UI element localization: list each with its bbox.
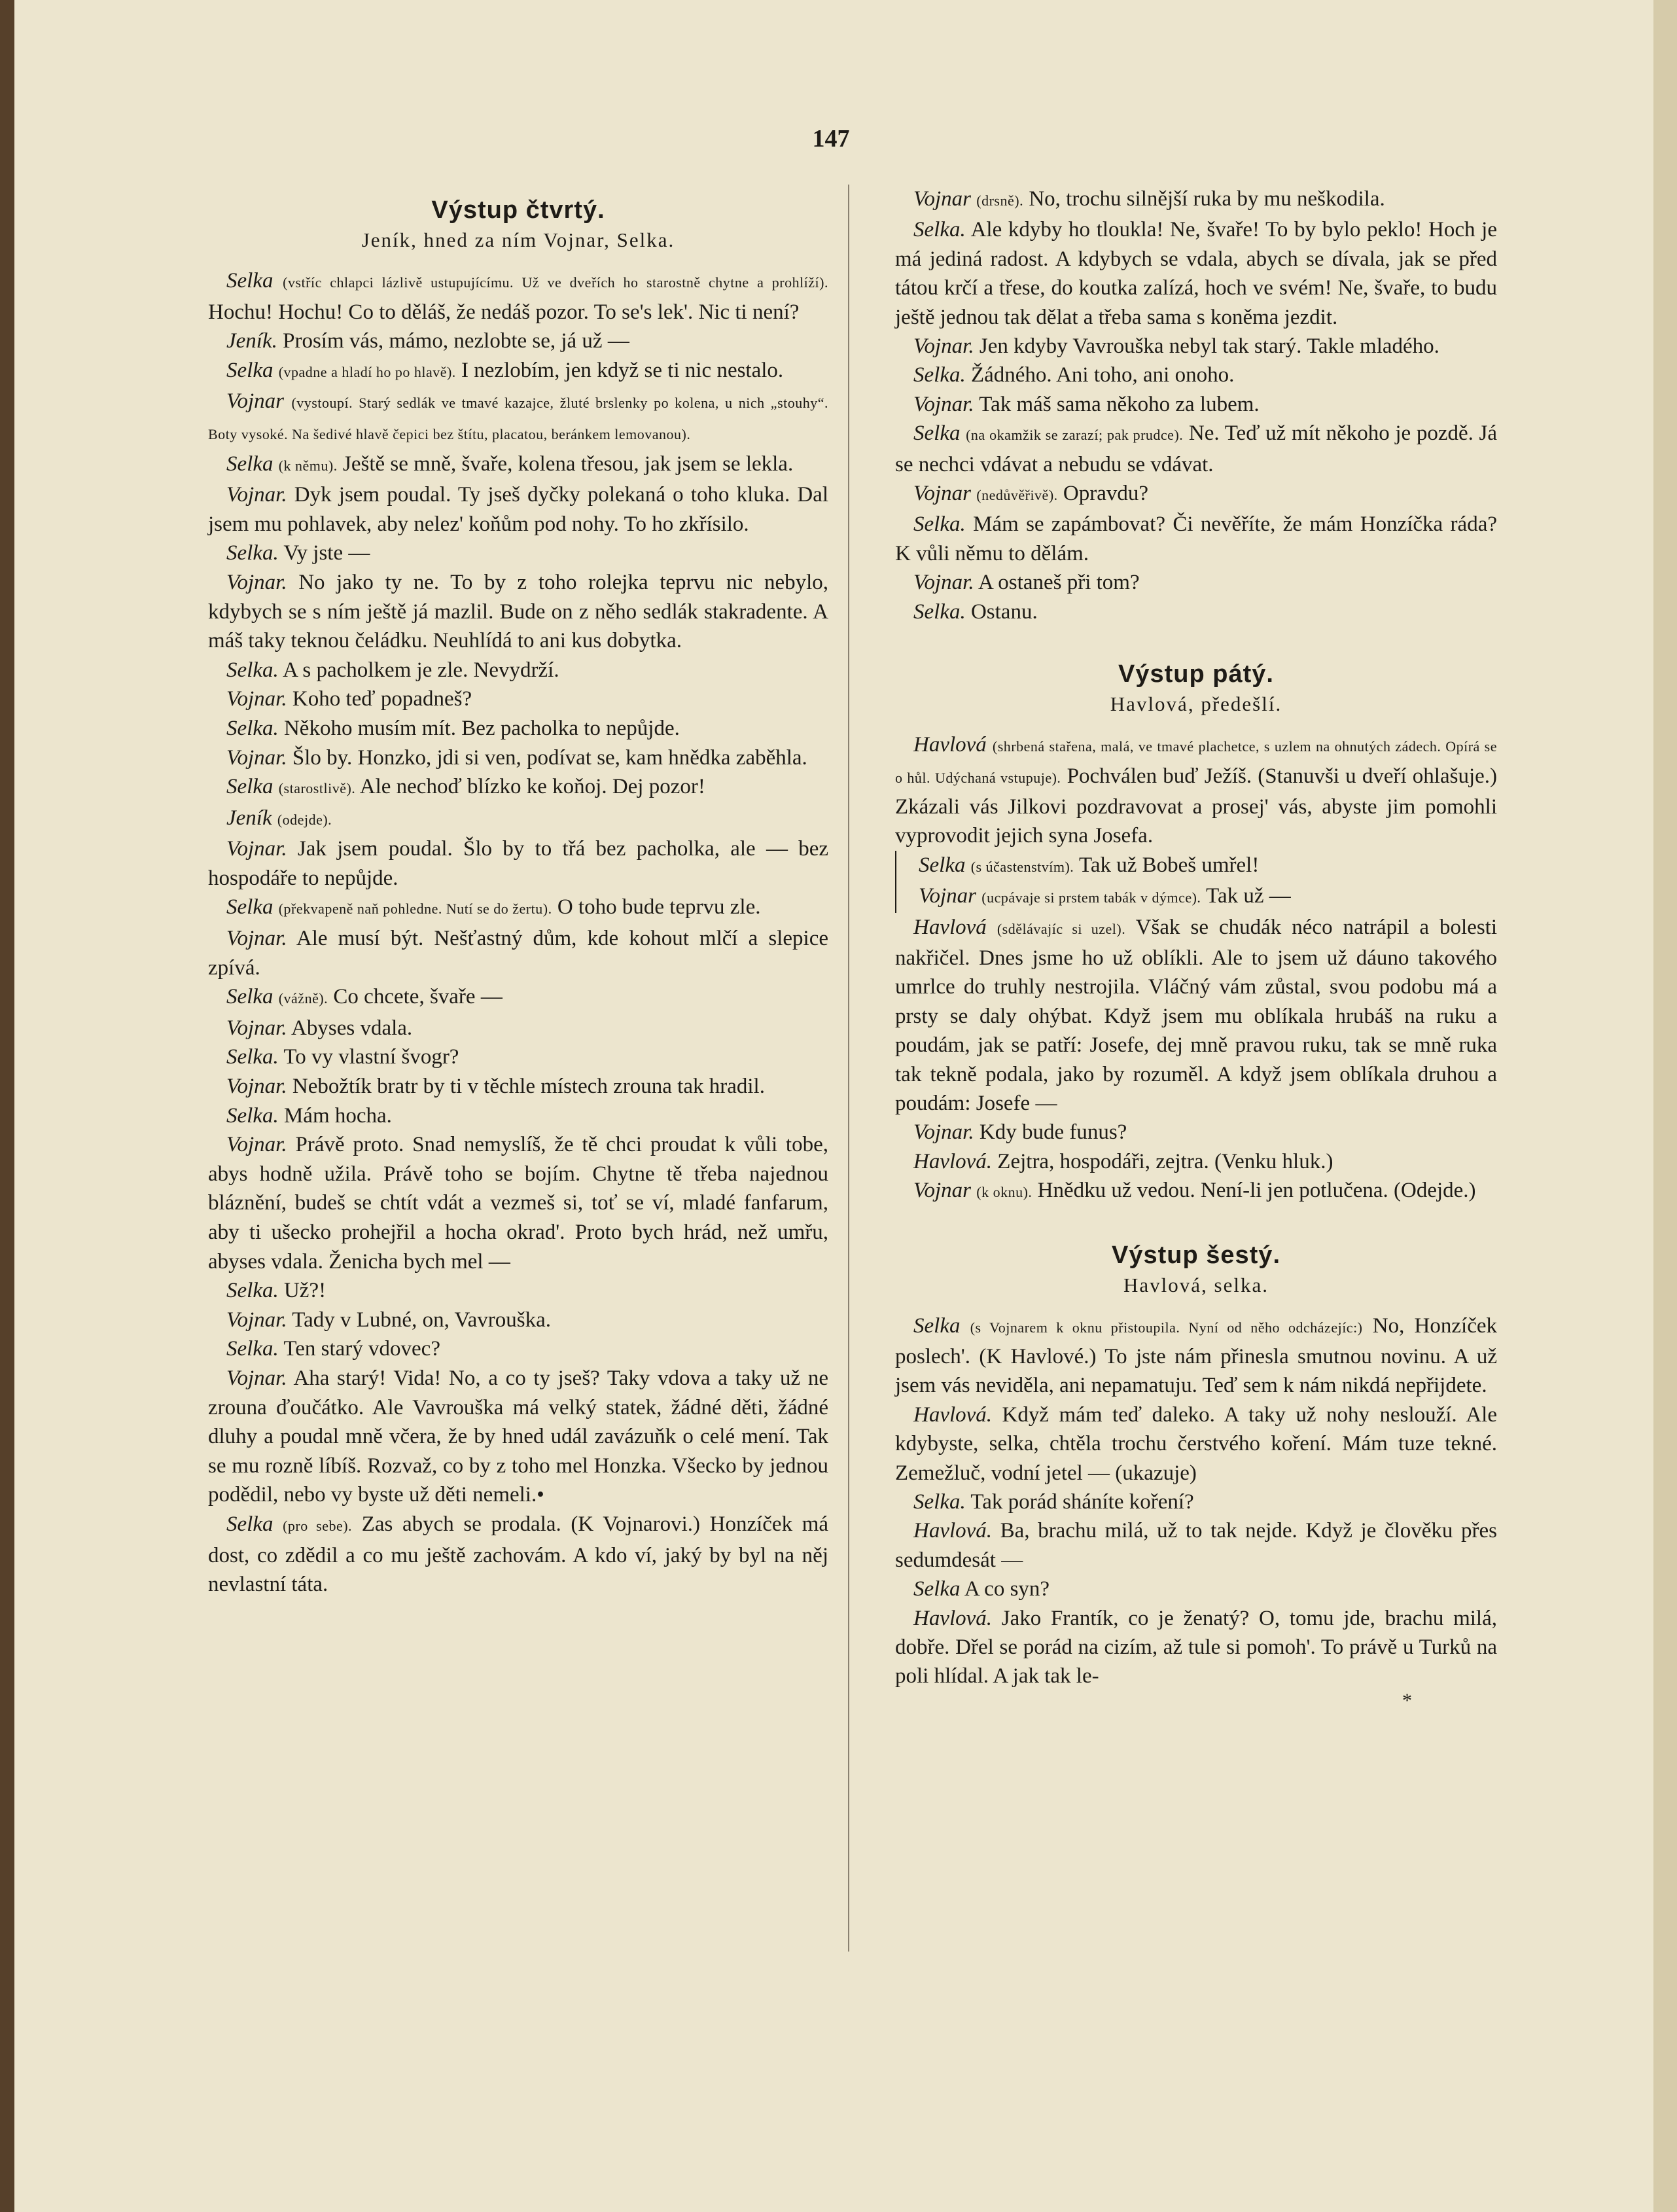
speech-text: Aha starý! Vida! No, a co ty jseš? Taky vdova a taky už ne zrouna ďoučátko. Ale Vavrouška má velký statek, žádné děti, žádné dluhy a poudal mně včera, že by hned udál zavázuňk o celé mení. Tak se mu rozně líbíš. Rozvaž, co by z toho mel Honzka. Všecko by jednou podědil, nebo vy byste už děti nemeli.• xyxy=(208,1366,828,1507)
speech-text: Mám hocha. xyxy=(283,1103,392,1128)
speech-text: Tak máš sama někoho za lubem. xyxy=(979,392,1260,416)
speech-text: A ostaneš při tom? xyxy=(978,571,1140,595)
speaker-name: Vojnar. xyxy=(226,570,287,594)
dialogue-line xyxy=(895,215,1497,332)
speech-text: Opravdu? xyxy=(1063,482,1149,506)
speaker-name: Vojnar xyxy=(913,1179,972,1203)
speech-text: Už?! xyxy=(283,1279,327,1303)
page-number: 147 xyxy=(812,125,850,152)
speech-text: Ale kdyby ho tloukla! Ne, švaře! To by bylo peklo! Hoch je má jediná radost. A kdybych se vdala, abych se dívala, jak se před tátou krčí a třese, do koutka zalízá, hoch ve svém! Ne, švaře, to budu ještě jednou tak dělat a třeba sama s koněma jezdit. xyxy=(895,218,1497,329)
speech-text: Když mám teď daleko. A taky už nohy neslouží. Ale kdybyste, selka, chtěla trochu čerstvého koření. Mám tuze tekné. Zemežluč, vodní jetel — (ukazuje) xyxy=(895,1402,1498,1485)
speech-text: Vy jste — xyxy=(283,541,370,565)
dialogue-line xyxy=(895,598,1497,626)
speech-text: Ostanu. xyxy=(970,599,1038,624)
speech-text: Však se chudák néco natrápil a bolesti nakřičel. Dnes jsme ho už oblíkli. Ale to jsem už dáuno takového umrlce do truhly nestrojila. Vláčný vám zůstal, svou podobu má a prsty se daly ohýbat. Když jsem mu oblíkala hrubáš na ruku a poudám, jak se patří: Josefe, dej mně pravou ruku, tak se mně ruka tak tekně podala, jako by rozuměl. A když jsem oblíkala druhou a poudám: Josefe — xyxy=(895,915,1498,1115)
stage-direction: (nedůvěřivě). xyxy=(976,487,1058,504)
speech-text: Ale musí být. Nešťastný dům, kde kohout mlčí a slepice zpívá. xyxy=(208,927,828,980)
dialogue-line xyxy=(208,1043,828,1072)
speech-text: O toho bude teprvu zle. xyxy=(557,895,761,919)
speaker-name: Selka. xyxy=(913,363,966,387)
speech-text: A s pacholkem je zle. Nevydrží. xyxy=(283,658,559,682)
stage-direction: (s účastenstvím). xyxy=(970,858,1074,875)
dialogue-list xyxy=(895,730,1497,1207)
speech-text: No, trochu silnější ruka by mu neškodila. xyxy=(1029,187,1385,211)
speaker-name: Selka xyxy=(226,985,274,1009)
speech-text: Jak jsem poudal. Šlo by to třá bez pacholka, ale — bez hospodáře to nepůjde. xyxy=(208,837,828,890)
speaker-name: Jeník xyxy=(226,806,272,830)
speaker-name: Vojnar. xyxy=(226,927,287,951)
dialogue-line xyxy=(208,450,828,481)
dialogue-line xyxy=(895,1516,1497,1575)
dialogue-line xyxy=(208,982,828,1014)
stage-direction: (vpadne a hladí ho po hlavě). xyxy=(278,363,456,380)
speaker-name: Selka. xyxy=(226,658,279,682)
scene-cast: Havlová, selka. xyxy=(1123,1273,1269,1296)
speaker-name: Selka xyxy=(226,358,274,382)
dialogue-line xyxy=(208,356,828,387)
dialogue-line xyxy=(895,419,1497,479)
dialogue-line xyxy=(895,390,1497,419)
left-column xyxy=(208,196,828,1599)
stage-direction: (vstříc chlapci lázlivě ustupujícímu. Už ve dveřích ho starostně chytne a prohlíží). xyxy=(283,274,828,291)
book-spine xyxy=(0,0,14,2212)
speech-text: Mám se zapámbovat? Či nevěříte, že mám Honzíčka ráda? K vůli němu to dělám. xyxy=(895,512,1497,565)
speaker-name: Selka xyxy=(913,1577,961,1601)
dialogue-line xyxy=(208,1276,828,1306)
speech-text: Jen kdyby Vavrouška nebyl tak starý. Takle mladého. xyxy=(979,334,1439,359)
speech-text: Ten starý vdovec? xyxy=(283,1337,440,1361)
speech-text: Koho teď popadneš? xyxy=(292,687,472,711)
speaker-name: Vojnar. xyxy=(913,1120,974,1145)
speaker-name: Vojnar. xyxy=(913,392,974,416)
speaker-name: Vojnar. xyxy=(226,1366,287,1390)
stage-direction: (vážně). xyxy=(278,990,328,1007)
dialogue-line xyxy=(208,1014,828,1043)
speaker-name: Vojnar xyxy=(913,187,972,211)
speech-text: Tady v Lubné, on, Vavrouška. xyxy=(292,1308,552,1332)
dialogue-line xyxy=(895,1575,1497,1603)
dialogue-line xyxy=(895,1400,1497,1488)
speaker-name: Vojnar xyxy=(226,389,285,414)
dialogue-line xyxy=(208,1334,828,1364)
speaker-name: Vojnar. xyxy=(226,837,287,861)
page-edge xyxy=(1653,0,1677,2212)
dialogue-line xyxy=(895,882,1497,912)
dialogue-line xyxy=(208,387,828,449)
dialogue-list xyxy=(895,185,1497,626)
speaker-name: Vojnar. xyxy=(226,1016,287,1040)
speaker-name: Selka. xyxy=(913,218,966,242)
speaker-name: Selka xyxy=(226,452,274,476)
dialogue-list xyxy=(895,1311,1497,1691)
dialogue-line xyxy=(895,1311,1497,1400)
dialogue-line xyxy=(895,1488,1497,1516)
speech-text: Jako Frantík, co je ženatý? O, tomu jde, brachu milá, dobře. Dřel se porád na cizím, až tule si pomoh'. To právě u Turků na poli hlídal. A jak tak le- xyxy=(895,1606,1497,1688)
speaker-name: Selka xyxy=(226,895,274,919)
stage-direction: (shrbená stařena, malá, ve tmavé plachetce, s uzlem na ohnutých zádech. Opírá se o hůl. Udýchaná vstupuje). xyxy=(895,738,1497,786)
speaker-name: Selka. xyxy=(913,512,966,537)
dialogue-line xyxy=(895,479,1497,510)
stage-direction: (vystoupí. Starý sedlák ve tmavé kazajce, žluté brslenky po kolena, u nich „stouhy“. Boty vysoké. Na šedivé hlavě čepici bez štítu, placatou, beránkem lemovanou). xyxy=(208,395,829,442)
speech-text: Hochu! Hochu! Co to děláš, že nedáš pozor. To se's lek'. Nic ti není? xyxy=(208,300,800,324)
speaker-name: Havlová. xyxy=(913,1149,993,1173)
dialogue-line xyxy=(895,730,1497,851)
speech-text: I nezlobím, jen když se ti nic nestalo. xyxy=(461,358,784,382)
speech-text: Tak porád sháníte koření? xyxy=(970,1490,1194,1514)
speech-text: Ba, brachu milá, už to tak nejde. Když je člověku přes sedumdesát — xyxy=(895,1519,1498,1572)
speaker-name: Selka. xyxy=(226,1337,279,1361)
right-column xyxy=(895,185,1497,1711)
dialogue-line xyxy=(208,804,828,835)
dialogue-list xyxy=(208,266,828,1599)
scene-title: Výstup čtvrtý. xyxy=(431,196,605,224)
dialogue-line xyxy=(208,656,828,685)
speech-text: Tak už Bobeš umřel! xyxy=(1078,853,1260,877)
speech-text: Nebožtík bratr by ti v těchle místech zrouna tak hradil. xyxy=(292,1075,765,1099)
speech-text: Ještě se mně, švaře, kolena třesou, jak jsem se lekla. xyxy=(343,452,794,476)
speech-text: No jako ty ne. To by z toho rolejka teprvu nic nebylo, kdybych se s ním ještě já mazlil. Bude on z něho sedlák stakradente. A máš taky teknou čeládku. Neuhlídá to ani kus dobytka. xyxy=(208,570,829,653)
speech-text: Zejtra, hospodáři, zejtra. (Venku hluk.) xyxy=(997,1149,1333,1173)
stage-direction: (překvapeně naň pohledne. Nutí se do žertu). xyxy=(278,901,552,918)
dialogue-line xyxy=(208,1306,828,1335)
speaker-name: Havlová xyxy=(913,733,987,757)
speech-text: No, Honzíček poslech'. (K Havlové.) To jste nám přinesla smutnou novinu. A už jsem vás neviděla, ani nepamatuju. Teď sem k nám nikdá nepřijdete. xyxy=(895,1313,1498,1398)
dialogue-line xyxy=(208,893,828,924)
speech-text: To vy vlastní švogr? xyxy=(283,1045,459,1069)
dialogue-line xyxy=(895,568,1497,597)
dialogue-line xyxy=(208,834,828,893)
dialogue-line xyxy=(208,1510,828,1599)
dialogue-line xyxy=(208,772,828,804)
dialogue-line xyxy=(208,1364,828,1510)
speech-text: Hnědku už vedou. Není-li jen potlučena. (Odejde.) xyxy=(1037,1179,1476,1203)
dialogue-line xyxy=(895,510,1497,568)
stage-direction: (odejde). xyxy=(277,811,332,828)
speaker-name: Havlová xyxy=(913,915,987,939)
speech-text: Ne. Teď už mít někoho je pozdě. Já se nechci vdávat a nebudu se vdávat. xyxy=(895,421,1497,476)
speech-text: Právě proto. Snad nemyslíš, že tě chci proudat k vůli tobe, abys hodně užila. Právě toho se bojím. Chytne tě třeba najednou bláznění, budeš se chtít vdát a vezmeš si, toť se ví, mladé fanfarum, aby ti ušecko prohejřil a hocha okrad'. Proto bych hrád, než umřu, abyses vdala. Ženicha bych mel — xyxy=(208,1133,829,1274)
speaker-name: Vojnar. xyxy=(226,1308,287,1332)
speech-text: Šlo by. Honzko, jdi si ven, podívat se, kam hnědka zaběhla. xyxy=(292,745,807,770)
speaker-name: Havlová. xyxy=(913,1402,993,1427)
dialogue-line xyxy=(208,743,828,773)
stage-direction: (s Vojnarem k oknu přistoupila. Nyní od něho odcházejíc:) xyxy=(970,1319,1363,1336)
speaker-name: Selka xyxy=(226,269,274,293)
stage-direction: (pro sebe). xyxy=(283,1517,353,1534)
dialogue-line xyxy=(208,685,828,714)
speaker-name: Selka. xyxy=(226,1045,279,1069)
speaker-name: Havlová. xyxy=(913,1519,993,1543)
scene-cast: Havlová, předešlí. xyxy=(1110,692,1282,716)
stage-direction: (drsně). xyxy=(976,192,1024,209)
speaker-name: Selka xyxy=(226,775,274,799)
dialogue-line xyxy=(895,1176,1497,1207)
stage-direction: (k němu). xyxy=(278,457,338,474)
speech-text: Ale nechoď blízko ke koňoj. Dej pozor! xyxy=(359,775,705,799)
dialogue-line xyxy=(208,1072,828,1101)
speaker-name: Selka xyxy=(913,1313,961,1338)
speaker-name: Selka xyxy=(919,853,966,877)
dialogue-line xyxy=(208,568,828,656)
speaker-name: Selka. xyxy=(913,599,966,624)
dialogue-line xyxy=(208,1130,828,1276)
speech-text: A co syn? xyxy=(964,1577,1050,1601)
speech-text: Kdy bude funus? xyxy=(979,1120,1127,1145)
dialogue-line xyxy=(895,185,1497,215)
speaker-name: Vojnar. xyxy=(913,571,974,595)
dialogue-line xyxy=(895,1118,1497,1147)
stage-direction: (k oknu). xyxy=(976,1184,1033,1201)
dialogue-line xyxy=(895,913,1497,1118)
footer-mark: * xyxy=(1402,1689,1412,1711)
dialogue-line xyxy=(208,924,828,982)
dialogue-line xyxy=(895,851,1497,882)
dialogue-line xyxy=(208,327,828,356)
speech-text: Tak už — xyxy=(1206,884,1291,908)
speech-text: Žádného. Ani toho, ani onoho. xyxy=(970,363,1235,387)
dialogue-line xyxy=(208,539,828,568)
scene-cast: Jeník, hned za ním Vojnar, Selka. xyxy=(361,228,675,251)
speech-text: Dyk jsem poudal. Ty jseš dyčky polekaná o toho kluka. Dal jsem mu pohlavek, aby nelez' koňům pod nohy. To ho zkřísilo. xyxy=(208,483,829,536)
speech-text: Zas abych se prodala. (K Vojnarovi.) Honzíček má dost, co zdědil a co mu ještě zachovám. A kdo ví, jaký by byl na něj nevlastní táta. xyxy=(208,1512,829,1597)
dialogue-line xyxy=(895,332,1497,361)
stage-direction: (starostlivě). xyxy=(278,780,356,797)
column-divider xyxy=(848,185,849,1952)
dialogue-line xyxy=(895,1147,1497,1176)
speaker-name: Vojnar. xyxy=(226,1133,287,1157)
stage-direction: (na okamžik se zarazí; pak prudce). xyxy=(966,427,1184,444)
scene-title: Výstup šestý. xyxy=(1112,1241,1280,1269)
speaker-name: Selka. xyxy=(226,1103,279,1128)
stage-direction: (ucpávaje si prstem tabák v dýmce). xyxy=(981,889,1201,906)
speech-text: Abyses vdala. xyxy=(291,1016,413,1040)
scene-title: Výstup pátý. xyxy=(1118,660,1274,688)
speaker-name: Vojnar xyxy=(913,482,972,506)
stage-direction: (sdělávajíc si uzel). xyxy=(997,920,1126,937)
speech-text: Někoho musím mít. Bez pacholka to nepůjde. xyxy=(283,716,680,740)
speech-text: Prosím vás, mámo, nezlobte se, já už — xyxy=(283,329,629,353)
speech-text: Co chcete, švaře — xyxy=(333,985,503,1009)
speaker-name: Selka xyxy=(913,421,961,446)
speaker-name: Vojnar. xyxy=(226,745,287,770)
dialogue-line xyxy=(895,1604,1497,1691)
speaker-name: Vojnar xyxy=(919,884,977,908)
dialogue-line xyxy=(208,266,828,327)
speaker-name: Vojnar. xyxy=(226,1075,287,1099)
speaker-name: Havlová. xyxy=(913,1606,993,1630)
speaker-name: Selka. xyxy=(226,716,279,740)
dialogue-line xyxy=(208,714,828,743)
speaker-name: Selka. xyxy=(913,1490,966,1514)
dialogue-line xyxy=(208,480,828,539)
speaker-name: Vojnar. xyxy=(226,687,287,711)
speaker-name: Selka xyxy=(226,1512,274,1536)
dialogue-line xyxy=(208,1101,828,1131)
speaker-name: Vojnar. xyxy=(226,483,287,507)
speaker-name: Selka. xyxy=(226,1279,279,1303)
dialogue-line xyxy=(895,361,1497,389)
speaker-name: Jeník. xyxy=(226,329,277,353)
speech-text: Pochválen buď Ježíš. (Stanuvši u dveří ohlašuje.) Zkázali vás Jilkovi pozdravovat a prosej' vás, abyste jim pomohli vyprovodit jejich syna Josefa. xyxy=(895,764,1498,848)
speaker-name: Vojnar. xyxy=(913,334,974,359)
speaker-name: Selka. xyxy=(226,541,279,565)
